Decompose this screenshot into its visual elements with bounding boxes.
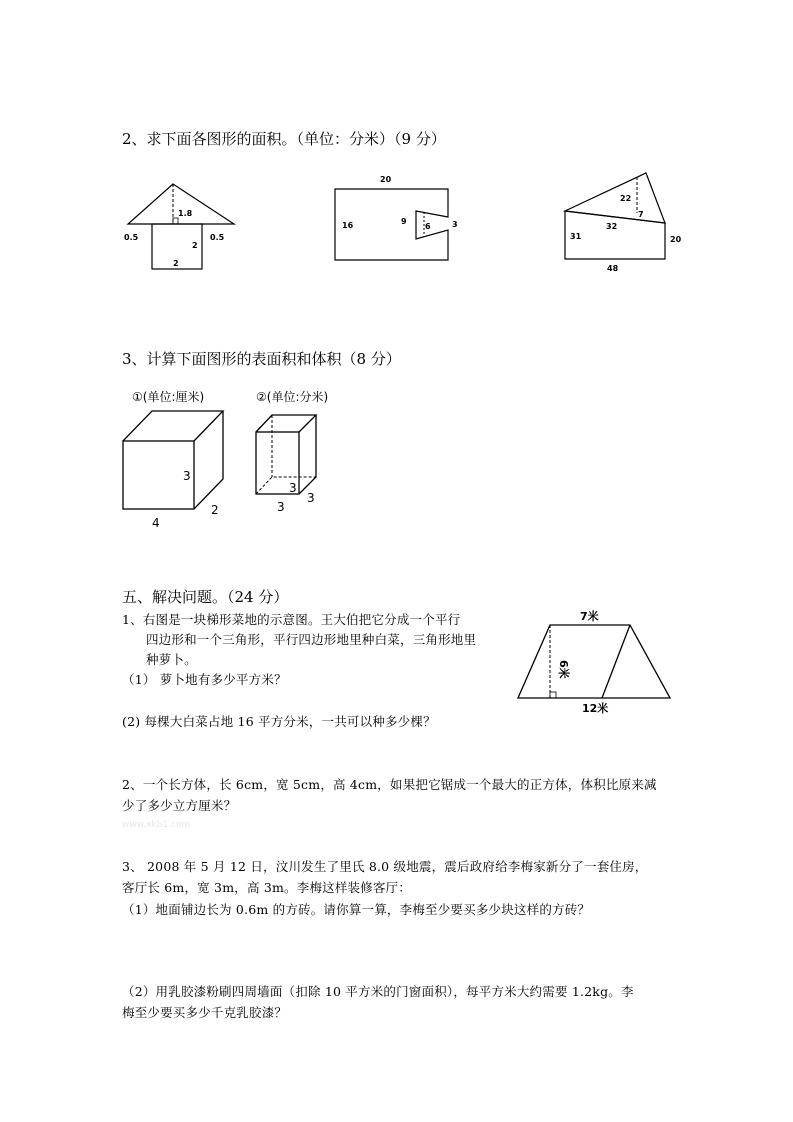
cube2-height: 3 xyxy=(289,481,297,495)
cube2-width: 3 xyxy=(277,500,285,514)
label-right: 0.5 xyxy=(210,233,225,242)
cuboid-1 xyxy=(123,411,223,509)
watermark: www.xkb1.com xyxy=(122,820,191,830)
p2-line2: 少了多少立方厘米？ xyxy=(122,798,237,813)
q2-figure-notched-rect xyxy=(330,170,465,270)
p1-line2: 四边形和一个三角形，平行四边形地里种白菜，三角形地里 xyxy=(146,632,477,647)
p3-sub2-line2: 梅至少要买多少千克乳胶漆？ xyxy=(122,1005,288,1020)
trap-bottom-label: 12米 xyxy=(582,702,609,715)
label-left: 0.5 xyxy=(124,233,139,242)
p1-sub1: （1） 萝卜地有多少平方米？ xyxy=(122,672,287,687)
p3-sub2-line1: （2）用乳胶漆粉刷四周墙面（扣除 10 平方米的门窗面积），每平方米大约需要 1.2kg。李 xyxy=(122,984,634,999)
label-top-long: 22 xyxy=(620,194,632,203)
label-top-short: 7 xyxy=(638,210,644,219)
q2-title: 2、求下面各图形的面积。（单位：分米）（9 分） xyxy=(122,130,446,148)
p3-line1: 3、 2008 年 5 月 12 日，汶川发生了里氏 8.0 级地震，震后政府给李梅家新分了一套住房， xyxy=(122,859,648,874)
label-left: 31 xyxy=(570,232,582,241)
label-diagonal: 32 xyxy=(606,222,618,231)
cube1-height: 3 xyxy=(183,469,191,483)
label-bottom: 2 xyxy=(173,259,179,268)
p1-sub2: (2) 每棵大白菜占地 16 平方分米，一共可以种多少棵？ xyxy=(122,714,436,729)
label-notch-outer: 3 xyxy=(452,220,458,229)
p1-line3: 种萝卜。 xyxy=(146,652,197,667)
label-height: 1.8 xyxy=(178,209,193,218)
cube2-caption: ②(单位:分米) xyxy=(256,390,329,404)
q3-title: 3、计算下面图形的表面积和体积（8 分） xyxy=(122,350,401,368)
p3-line2: 客厅长 6m，宽 3m，高 3m。李梅这样装修客厅： xyxy=(122,880,412,895)
q3-figures xyxy=(118,380,358,530)
p1-line1: 1、右图是一块梯形菜地的示意图。王大伯把它分成一个平行 xyxy=(122,612,461,627)
label-left: 16 xyxy=(342,221,354,230)
cube1-caption: ①(单位:厘米) xyxy=(132,390,205,404)
p3-sub1: （1）地面铺边长为 0.6m 的方砖。请你算一算，李梅至少要买多少块这样的方砖？ xyxy=(122,902,591,917)
s5-title: 五、解决问题。（24 分） xyxy=(122,588,289,606)
cube1-width: 4 xyxy=(152,516,160,530)
cuboid-2 xyxy=(256,415,316,494)
cube2-depth: 3 xyxy=(307,491,315,505)
label-notch-inner: 6 xyxy=(425,222,431,231)
label-side: 2 xyxy=(192,241,198,250)
p2-line1: 2、一个长方体，长 6cm，宽 5cm，高 4cm，如果把它锯成一个最大的正方体，体积比原来减 xyxy=(122,777,657,792)
label-inner-height: 9 xyxy=(401,217,407,226)
label-right: 20 xyxy=(670,235,682,244)
q2-figure-house xyxy=(118,178,248,278)
label-bottom: 48 xyxy=(607,264,619,273)
cube1-depth: 2 xyxy=(211,503,219,517)
q2-figure-rect-triangle xyxy=(558,165,693,285)
trap-height-label: 6米 xyxy=(557,660,570,679)
trapezoid-figure xyxy=(512,604,682,716)
trap-top-label: 7米 xyxy=(580,610,599,623)
label-top: 20 xyxy=(380,175,392,184)
